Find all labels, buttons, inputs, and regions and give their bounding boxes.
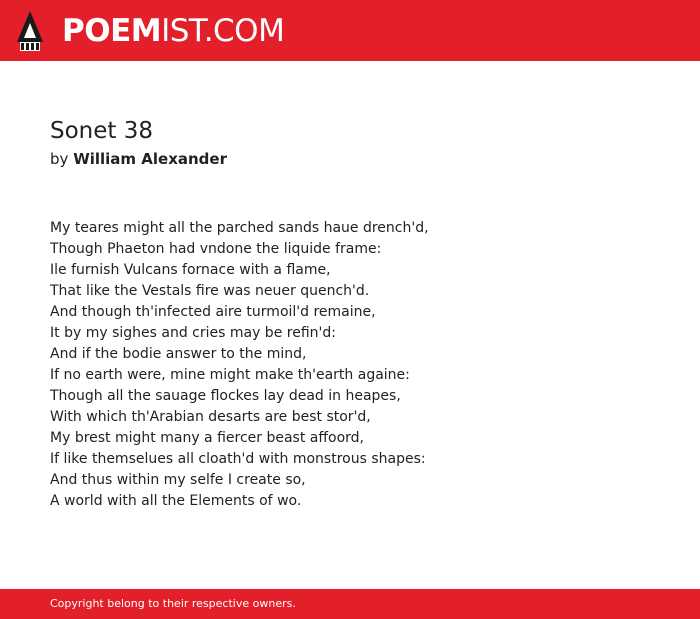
poem-line: And thus within my selfe I create so, [50, 472, 306, 488]
site-header [0, 0, 700, 61]
poem-line: And if the bodie answer to the mind, [50, 346, 307, 362]
site-footer [0, 589, 700, 619]
poem-line: If like themselues all cloath'd with monstrous shapes: [50, 451, 426, 467]
poem-line: With which th'Arabian desarts are best stor'd, [50, 409, 371, 425]
poem-line: My teares might all the parched sands haue drench'd, [50, 220, 429, 236]
poem-line: Ile furnish Vulcans fornace with a flame, [50, 262, 331, 278]
poem-line: A world with all the Elements of wo. [50, 493, 302, 509]
logo-light-text: IST.COM [161, 13, 285, 49]
poem-line: If no earth were, mine might make th'earth againe: [50, 367, 410, 383]
poem-line: And though th'infected aire turmoil'd remaine, [50, 304, 376, 320]
poem-body [50, 218, 670, 512]
poem-line: Though Phaeton had vndone the liquide frame: [50, 241, 382, 257]
poem-line: My brest might many a fiercer beast affoord, [50, 430, 364, 446]
poem-line: Though all the sauage flockes lay dead in heapes, [50, 388, 401, 404]
site-logo[interactable] [62, 12, 284, 50]
poem-title: Sonet 38 [50, 118, 153, 144]
poem-line: That like the Vestals fire was neuer quench'd. [50, 283, 370, 299]
poem-byline [50, 148, 227, 170]
poem-line: It by my sighes and cries may be refin'd: [50, 325, 336, 341]
copyright-text: Copyright belong to their respective owners. [50, 597, 296, 610]
logo-bold-text: POEM [62, 13, 162, 49]
poem-author: William Alexander [73, 150, 227, 168]
pencil-logo-icon[interactable] [17, 11, 43, 51]
by-label: by [50, 150, 69, 168]
